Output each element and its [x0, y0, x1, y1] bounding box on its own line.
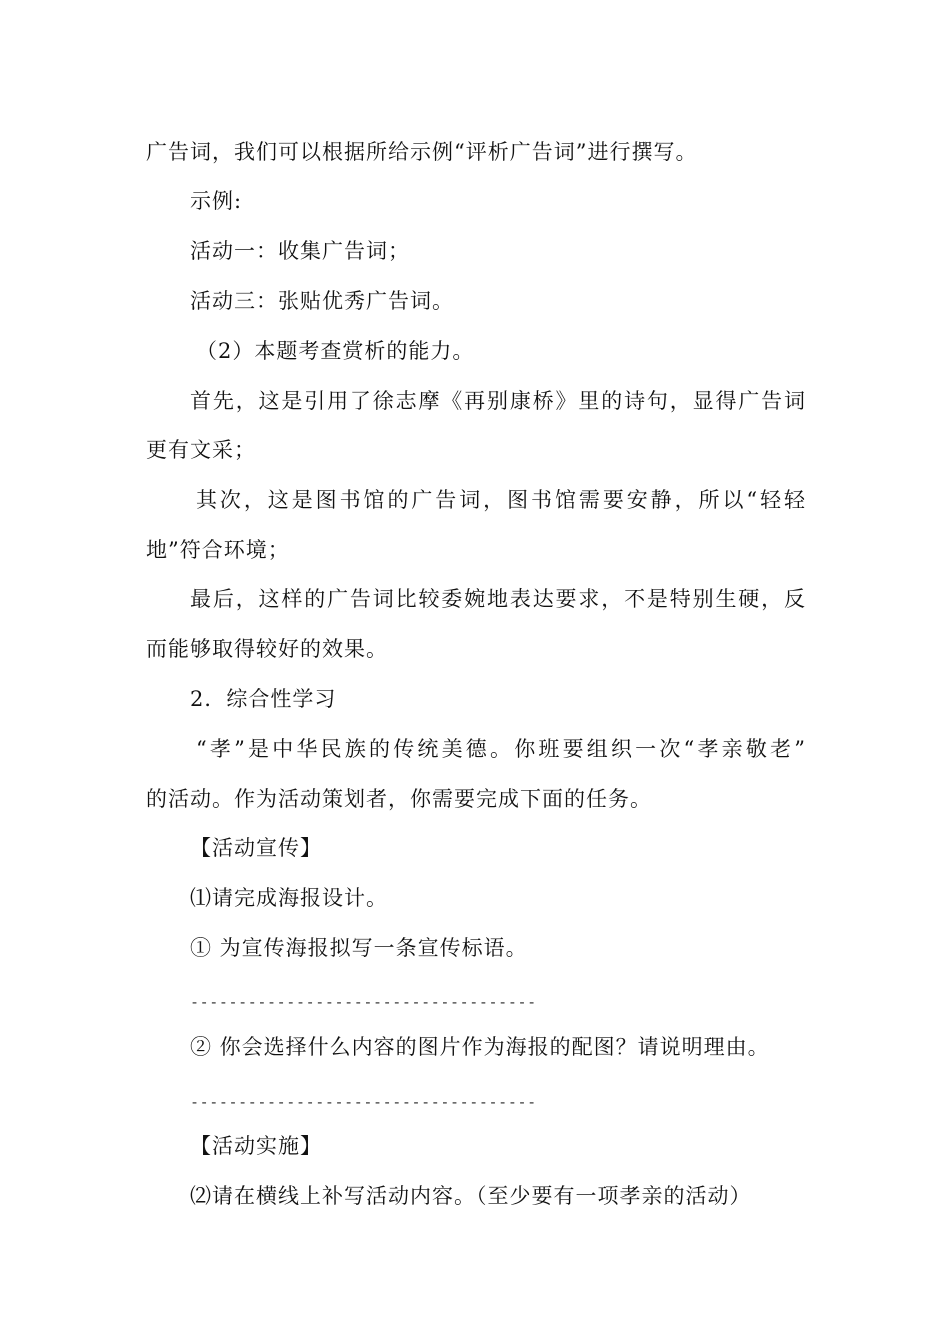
text-line-activity-three: 活动三：张贴优秀广告词。 — [190, 289, 454, 313]
text-line-task-2: ⑵请在横线上补写活动内容。（至少要有一项孝亲的活动） — [190, 1184, 752, 1208]
text-line-last-cont: 而能够取得较好的效果。 — [146, 637, 388, 661]
answer-blank-line-1: ------------------------------------ — [190, 993, 537, 1011]
text-line-question-2: （2）本题考查赏析的能力。 — [196, 339, 475, 363]
section-heading-activity-promotion: 【活动宣传】 — [190, 836, 322, 860]
text-line-second-cont: 地”符合环境； — [146, 538, 290, 562]
text-line-example-label: 示例: — [190, 189, 243, 213]
text-line-slogan: ① 为宣传海报拟写一条宣传标语。 — [190, 936, 528, 960]
section-heading-comprehensive-study: 2．综合性学习 — [190, 687, 337, 711]
text-line-second: 其次，这是图书馆的广告词，图书馆需要安静，所以“轻轻 — [196, 488, 806, 512]
text-line-filial: “孝”是中华民族的传统美德。你班要组织一次“孝亲敬老” — [196, 737, 806, 761]
text-line-activity-one: 活动一：收集广告词； — [190, 239, 410, 263]
text-line-last: 最后，这样的广告词比较委婉地表达要求，不是特别生硬，反 — [190, 587, 806, 611]
answer-blank-line-2: ------------------------------------ — [190, 1093, 537, 1111]
text-line-picture-question: ② 你会选择什么内容的图片作为海报的配图？请说明理由。 — [190, 1035, 770, 1059]
text-line-task-1: ⑴请完成海报设计。 — [190, 886, 388, 910]
text-line-first-cont: 更有文采； — [146, 438, 256, 462]
text-line-filial-cont: 的活动。作为活动策划者，你需要完成下面的任务。 — [146, 787, 652, 811]
section-heading-activity-implementation: 【活动实施】 — [190, 1134, 322, 1158]
text-line-1: 广告词，我们可以根据所给示例“评析广告词”进行撰写。 — [146, 140, 698, 164]
text-line-first: 首先，这是引用了徐志摩《再别康桥》里的诗句，显得广告词 — [190, 389, 806, 413]
